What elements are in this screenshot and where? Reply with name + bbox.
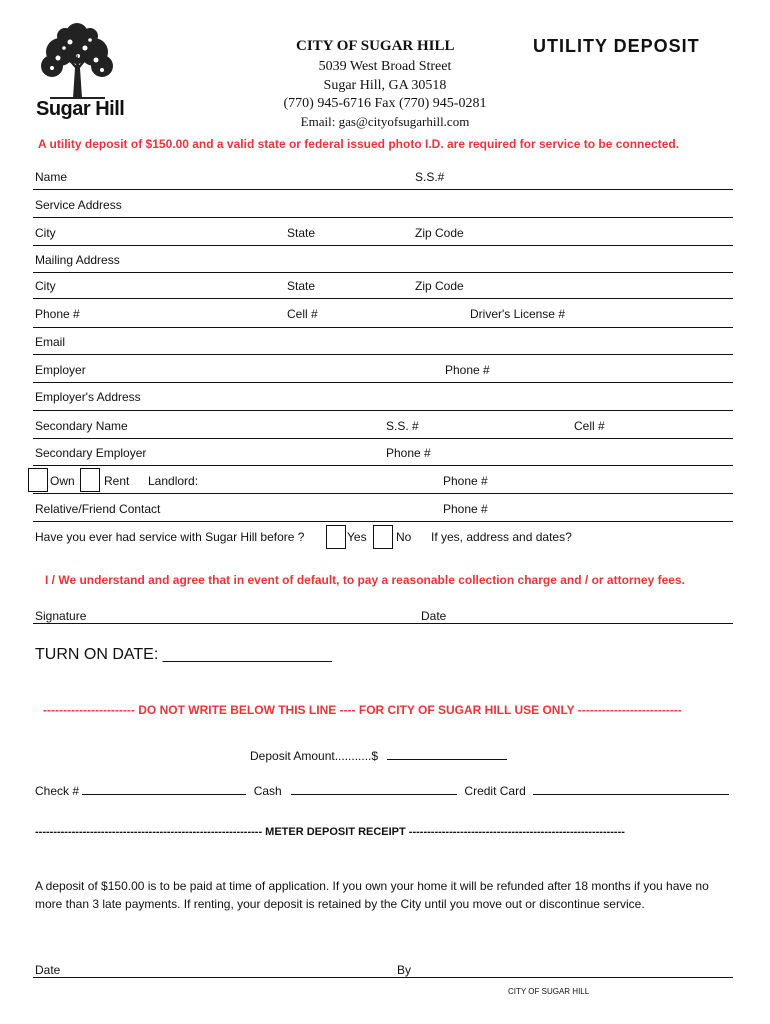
- mailing-zip-label: Zip Code: [415, 279, 464, 293]
- street-address: 5039 West Broad Street: [318, 59, 452, 74]
- secondary-employer-field-line[interactable]: [33, 465, 733, 466]
- phone-label: Phone #: [35, 307, 80, 321]
- mailing-state-label: State: [287, 279, 316, 293]
- no-checkbox[interactable]: [373, 525, 393, 549]
- deposit-amount-label: Deposit Amount...........$: [250, 749, 379, 763]
- zip-label: Zip Code: [415, 226, 464, 240]
- payment-row: [35, 782, 729, 798]
- relative-phone-label: Phone #: [443, 502, 488, 516]
- drivers-license-label: Driver's License #: [470, 307, 565, 321]
- prior-service-question: Have you ever had service with Sugar Hill before ?: [35, 530, 305, 544]
- secondary-cell-label: Cell #: [574, 419, 605, 433]
- email-label: Email: [35, 335, 66, 349]
- deposit-amount-row: [250, 747, 507, 763]
- ssn-label: S.S.#: [415, 170, 445, 184]
- logo-wordmark: Sugar Hill: [36, 98, 125, 120]
- yes-checkbox[interactable]: [326, 525, 346, 549]
- rent-label: Rent: [104, 474, 130, 488]
- receipt-field-line[interactable]: [33, 977, 733, 978]
- credit-card-label: Credit Card: [464, 784, 526, 798]
- landlord-label: Landlord:: [148, 474, 199, 488]
- mailing-city-label: City: [35, 279, 56, 293]
- name-label: Name: [35, 170, 68, 184]
- by-label: By: [397, 963, 412, 977]
- turn-on-date[interactable]: TURN ON DATE: ___________________: [35, 646, 332, 663]
- agreement-text: I / We understand and agree that in event of default, to pay a reasonable collection charge and / or attorney fees.: [45, 573, 685, 587]
- secondary-phone-label: Phone #: [386, 446, 431, 460]
- rent-checkbox[interactable]: [80, 468, 100, 492]
- relative-contact-field-line[interactable]: [33, 521, 733, 522]
- service-address-label: Service Address: [35, 198, 122, 212]
- mailing-address-field-line[interactable]: [33, 272, 733, 273]
- own-label: Own: [50, 474, 75, 488]
- secondary-employer-label: Secondary Employer: [35, 446, 147, 460]
- cash-field[interactable]: [291, 782, 457, 795]
- own-checkbox[interactable]: [28, 468, 48, 492]
- cell-label: Cell #: [287, 307, 318, 321]
- mailing-address-label: Mailing Address: [35, 253, 120, 267]
- cash-label: Cash: [253, 784, 282, 798]
- employer-address-label: Employer's Address: [35, 390, 141, 404]
- credit-card-field[interactable]: [533, 782, 729, 795]
- yes-label: Yes: [347, 530, 367, 544]
- receipt-date-label: Date: [35, 963, 61, 977]
- city-address: Sugar Hill, GA 30518: [323, 78, 447, 93]
- phone-fax: (770) 945-6716 Fax (770) 945-0281: [283, 96, 487, 111]
- signature-date-label: Date: [421, 609, 447, 623]
- mailing-city-field-line[interactable]: [33, 298, 733, 299]
- relative-contact-label: Relative/Friend Contact: [35, 502, 161, 516]
- employer-field-line[interactable]: [33, 382, 733, 383]
- receipt-divider: -------------------------------------------------------------- METER DEPOSIT RECEIPT -----------------------------------------------------------: [35, 826, 625, 838]
- signature-label: Signature: [35, 609, 87, 623]
- state-label: State: [287, 226, 316, 240]
- phone-field-line[interactable]: [33, 327, 733, 328]
- secondary-name-label: Secondary Name: [35, 419, 128, 433]
- name-field-line[interactable]: [33, 189, 733, 190]
- secondary-ss-label: S.S. #: [386, 419, 419, 433]
- landlord-phone-label: Phone #: [443, 474, 488, 488]
- footer-text: CITY OF SUGAR HILL: [508, 987, 590, 996]
- city-label: City: [35, 226, 56, 240]
- deposit-policy: A deposit of $150.00 is to be paid at time of application. If you own your home it will be refunded after 18 months if you have no more than 3 late payments. If renting, your deposit is retained by the City until you move out or discontinue service.: [35, 879, 709, 911]
- check-label: Check #: [35, 784, 80, 798]
- deposit-amount-field[interactable]: [387, 747, 507, 760]
- secondary-name-field-line[interactable]: [33, 438, 733, 439]
- employer-phone-label: Phone #: [445, 363, 490, 377]
- service-address-field-line[interactable]: [33, 217, 733, 218]
- email-field-line[interactable]: [33, 354, 733, 355]
- no-label: No: [396, 530, 412, 544]
- check-field[interactable]: [82, 782, 246, 795]
- service-city-field-line[interactable]: [33, 245, 733, 246]
- signature-field-line[interactable]: [33, 623, 733, 624]
- if-yes-label: If yes, address and dates?: [431, 530, 572, 544]
- office-use-divider: ----------------------- DO NOT WRITE BELOW THIS LINE ---- FOR CITY OF SUGAR HILL USE ONLY --------------------------: [43, 703, 682, 717]
- org-name: CITY OF SUGAR HILL: [296, 38, 455, 54]
- employer-address-field-line[interactable]: [33, 410, 733, 411]
- document-title: UTILITY DEPOSIT: [533, 36, 700, 56]
- deposit-notice: A utility deposit of $150.00 and a valid state or federal issued photo I.D. are required for service to be connected.: [38, 137, 680, 151]
- employer-label: Employer: [35, 363, 86, 377]
- contact-email: Email: gas@cityofsugarhill.com: [300, 114, 470, 129]
- landlord-field-line[interactable]: [33, 493, 733, 494]
